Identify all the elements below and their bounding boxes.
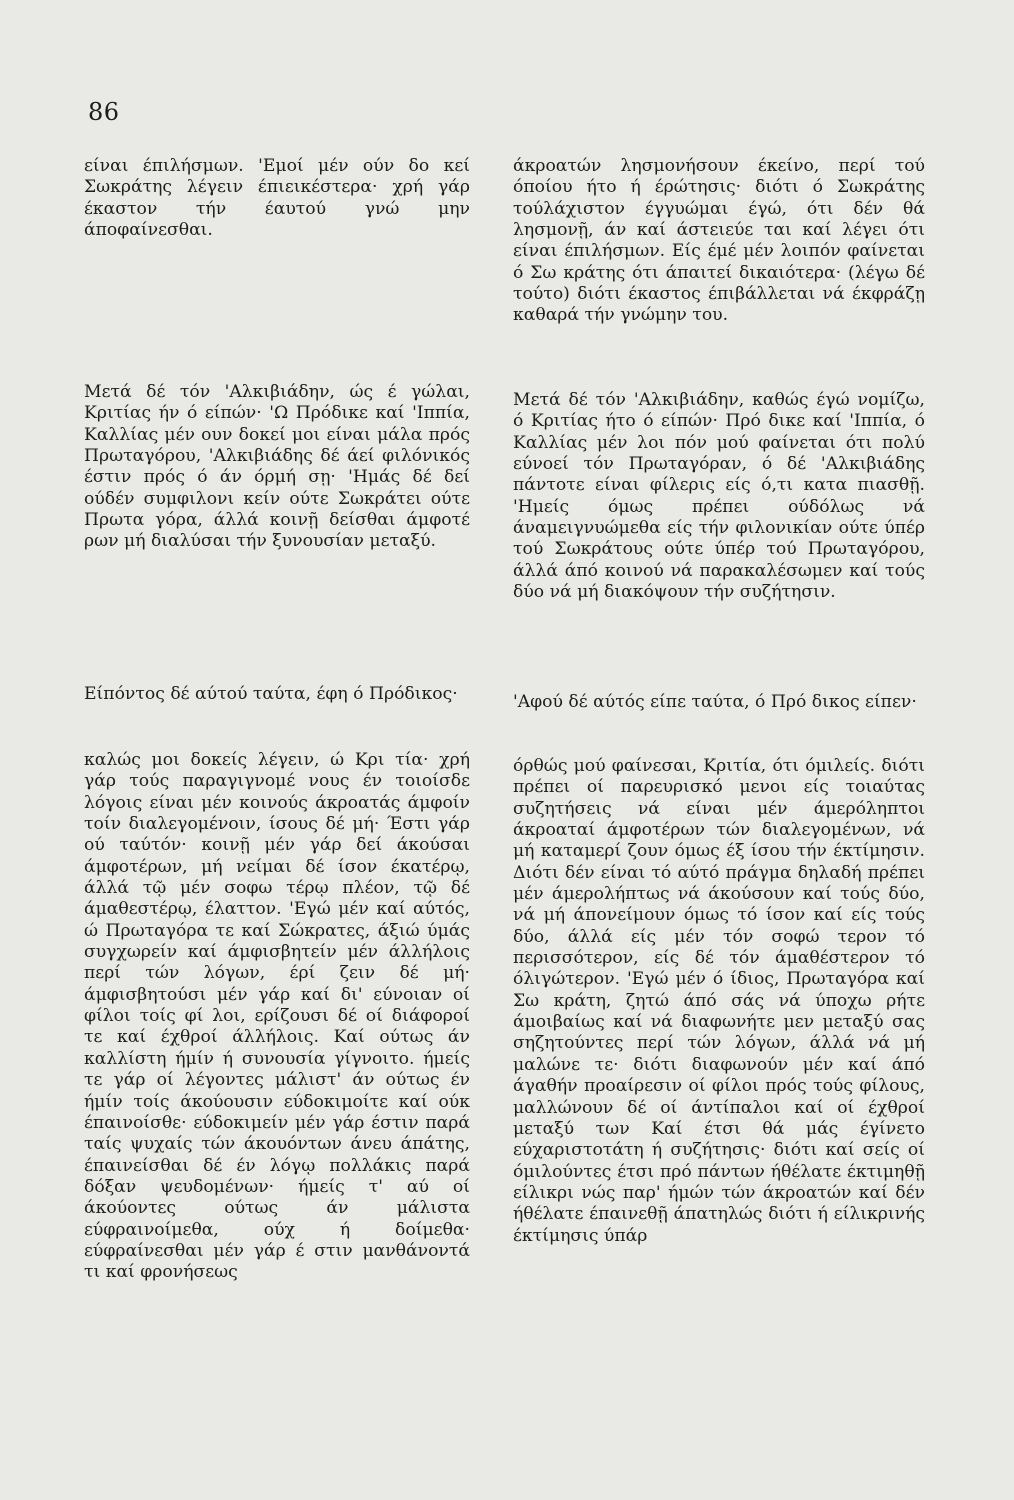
right-paragraph-2: Μετά δέ τόν 'Αλκιβιάδην, καθώς έγώ νομίζω, ό Κριτίας ήτο ό είπών· Πρό δικε καί 'Ιππία, ό Καλλίας μέν λοι πόν μού φαίνεται ότι πολύ εύνοεί τόν Πρωταγόραν, ό δέ 'Αλκιβιάδης πάντοτε είναι φίλερις είς ό,τι κατα πιασθῇ. 'Ημείς όμως πρέπει ούδόλως νά άναμειγνυώμεθα είς τήν φιλονικίαν ούτε ύπέρ τού Σωκράτους ούτε ύπέρ τού Πρωταγόρου, άλλά άπό κοινού νά παρακαλέσωμεν καί τούς δύο νά μή διακόψουν τήν συζήτησιν. xyxy=(513,390,925,603)
left-paragraph-3: Είπόντος δέ αύτού ταύτα, έφη ό Πρόδικος· xyxy=(84,684,458,704)
right-paragraph-1: άκροατών λησμονήσουν έκείνο, περί τού όποίου ήτο ή έρώτησις· διότι ό Σωκράτης τούλάχιστον έγγυώμαι έγώ, ότι δέν θά λησμονῇ, άν καί άστειεύε ται καί λέγει ότι είναι έπιλήσμων. Είς έμέ μέν λοιπόν φαίνεται ό Σω κράτης ότι άπαιτεί δικαιότερα· (λέγω δέ τούτο) διότι έκαστος έπιβάλλεται νά έκφράζῃ καθαρά τήν γνώμην του. xyxy=(513,156,925,326)
right-paragraph-3: 'Αφού δέ αύτός είπε ταύτα, ό Πρό δικος είπεν· xyxy=(513,692,917,712)
left-paragraph-4: καλώς μοι δοκείς λέγειν, ώ Κρι τία· χρή γάρ τούς παραγιγνομέ νους έν τοιοίσδε λόγοις είναι μέν κοινούς άκροατάς άμφοίν τοίν διαλεγομένοιν, ίσους δέ μή· Έστι γάρ ού ταύτόν· κοινῇ μέν γάρ δεί άκούσαι άμφοτέρων, μή νείμαι δέ ίσον έκατέρῳ, άλλά τῷ μέν σοφω τέρῳ πλέον, τῷ δέ άμαθεστέρῳ, έλαττον. 'Εγώ μέν καί αύτός, ώ Πρωταγόρα τε καί Σώκρατες, άξιώ ύμάς συγχωρείν καί άμφισβητείν μέν άλλήλοις περί τών λόγων, έρί ζειν δέ μή· άμφισβητούσι μέν γάρ καί δι' εύνοιαν οί φίλοι τοίς φί λοι, ερίζουσι δέ οί διάφοροί τε καί έχθροί άλλήλοις. Καί ούτως άν καλλίστη ήμίν ή συνουσία γίγνοιτο. ήμείς τε γάρ οί λέγοντες μάλιστ' άν ούτως έν ήμίν τοίς άκούουσιν εύδοκιμοίτε καί ούκ έπαινοίσθε· εύδοκιμείν μέν γάρ έστιν παρά ταίς ψυχαίς τών άκουόντων άνευ άπάτης, έπαινείσθαι δέ έν λόγῳ πολλάκις παρά δόξαν ψευδομένων· ήμείς τ' αύ οί άκούοντες ούτως άν μάλιστα εύφραινοίμεθα, ούχ ή δοίμεθα· εύφραίνεσθαι μέν γάρ έ στιν μανθάνοντά τι καί φρονήσεως xyxy=(84,750,470,1283)
left-paragraph-1: είναι έπιλήσμων. 'Εμοί μέν ούν δο κεί Σωκράτης λέγειν έπιεικέστερα· χρή γάρ έκαστον τήν έαυτού γνώ μην άποφαίνεσθαι. xyxy=(84,156,470,241)
left-paragraph-2: Μετά δέ τόν 'Αλκιβιάδην, ώς έ γώλαι, Κριτίας ήν ό είπών· 'Ω Πρόδικε καί 'Ιππία, Καλλίας μέν ουν δοκεί μοι είναι μάλα πρός Πρωταγόρου, 'Αλκιβιάδης δέ άεί φιλόνικός έστιν πρός ό άν όρμή σῃ· 'Ημάς δέ δεί ούδέν συμφιλονι κείν ούτε Σωκράτει ούτε Πρωτα γόρα, άλλά κοινῇ δείσθαι άμφοτέ ρων μή διαλύσαι τήν ξυνουσίαν μεταξύ. xyxy=(84,382,470,552)
right-paragraph-4: όρθώς μού φαίνεσαι, Κριτία, ότι όμιλείς. διότι πρέπει οί παρευρισκό μενοι είς τοιαύτας συζητήσεις νά είναι μέν άμερόληπτοι άκροαταί άμφοτέρων τών διαλεγομένων, νά μή καταμερί ζουν όμως έξ ίσου τήν έκτίμησιν. Διότι δέν είναι τό αύτό πράγμα δηλαδή πρέπει μέν άμερολήπτως νά άκούσουν καί τούς δύο, νά μή άπονείμουν όμως τό ίσον καί είς τούς δύο, άλλά είς μέν τόν σοφώ τερον τό περισσότερον, είς δέ τόν άμαθέστερον τό όλιγώτερον. 'Εγώ μέν ό ίδιος, Πρωταγόρα καί Σω κράτη, ζητώ άπό σάς νά ύποχω ρήτε άμοιβαίως καί νά διαφωνήτε μεν μεταξύ σας σηζητούντες περί τών λόγων, άλλά νά μή μαλώνε τε· διότι διαφωνούν μέν καί άπό άγαθήν προαίρεσιν οί φίλοι πρός τούς φίλους, μαλλώνουν δέ οί άντίπαλοι καί οί έχθροί μεταξύ των Καί έτσι θά μάς έγίνετο εύχαριστοτάτη ή συζήτησις· διότι καί σείς οί όμιλούντες έτσι πρό πάντων ήθέλατε έκτιμηθῇ είλικρι νώς παρ' ήμών τών άκροατών καί δέν ήθέλατε έπαινεθῇ άπατηλώς διότι ή είλικρινής έκτίμησις ύπάρ xyxy=(513,756,925,1246)
page-number: 86 xyxy=(88,98,120,126)
